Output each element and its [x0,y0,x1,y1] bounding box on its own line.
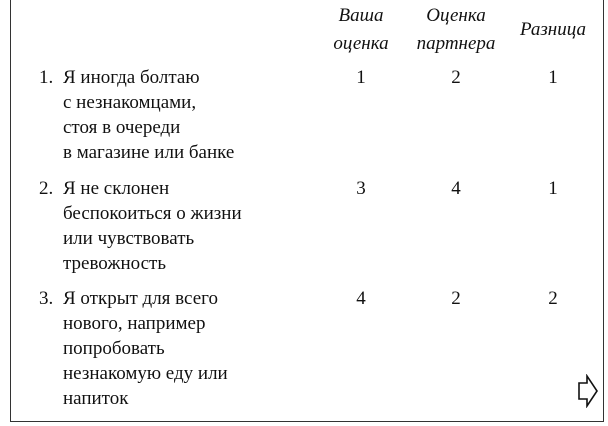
column-header-partner-rating [408,2,504,58]
question-text [63,65,313,165]
column-header-your-rating [327,2,395,58]
column-header-partner-line1: Оценка [426,5,486,26]
your-rating-value: 3 [356,178,366,199]
question-number: 1. [39,67,54,88]
arrow-right-outline-icon[interactable] [577,374,599,408]
your-rating-value: 4 [356,288,366,309]
question-text-line: или чувствовать [63,228,195,249]
question-text-line: тревожность [63,253,167,274]
question-text-line: Я открыт для всего [63,288,218,309]
column-header-your-line1: Ваша [338,5,384,26]
question-text-line: с незнакомцами, [63,92,197,113]
question-text-line: беспокоиться о жизни [63,203,242,224]
question-text-line: в магазине или банке [63,142,235,163]
column-header-partner-line2: партнера [416,33,496,54]
question-text-line: напиток [63,388,129,409]
your-rating-value: 1 [356,67,366,88]
question-text-line: стоя в очереди [63,117,181,138]
question-text [63,176,313,276]
difference-value: 1 [548,67,558,88]
question-number: 2. [39,178,54,199]
partner-rating-value: 2 [451,288,461,309]
partner-rating-value: 2 [451,67,461,88]
question-text-line: незнакомую еду или [63,363,228,384]
difference-value: 2 [548,288,558,309]
column-header-your-line2: оценка [333,33,389,54]
question-text-line: Я не склонен [63,178,170,199]
questionnaire-page [10,0,604,422]
question-text-line: нового, например [63,313,206,334]
question-number: 3. [39,288,54,309]
question-text-line: Я иногда болтаю [63,67,200,88]
column-header-difference [513,16,593,44]
difference-value: 1 [548,178,558,199]
question-text [63,286,313,411]
column-header-difference-label: Разница [520,19,586,40]
partner-rating-value: 4 [451,178,461,199]
question-text-line: попробовать [63,338,165,359]
